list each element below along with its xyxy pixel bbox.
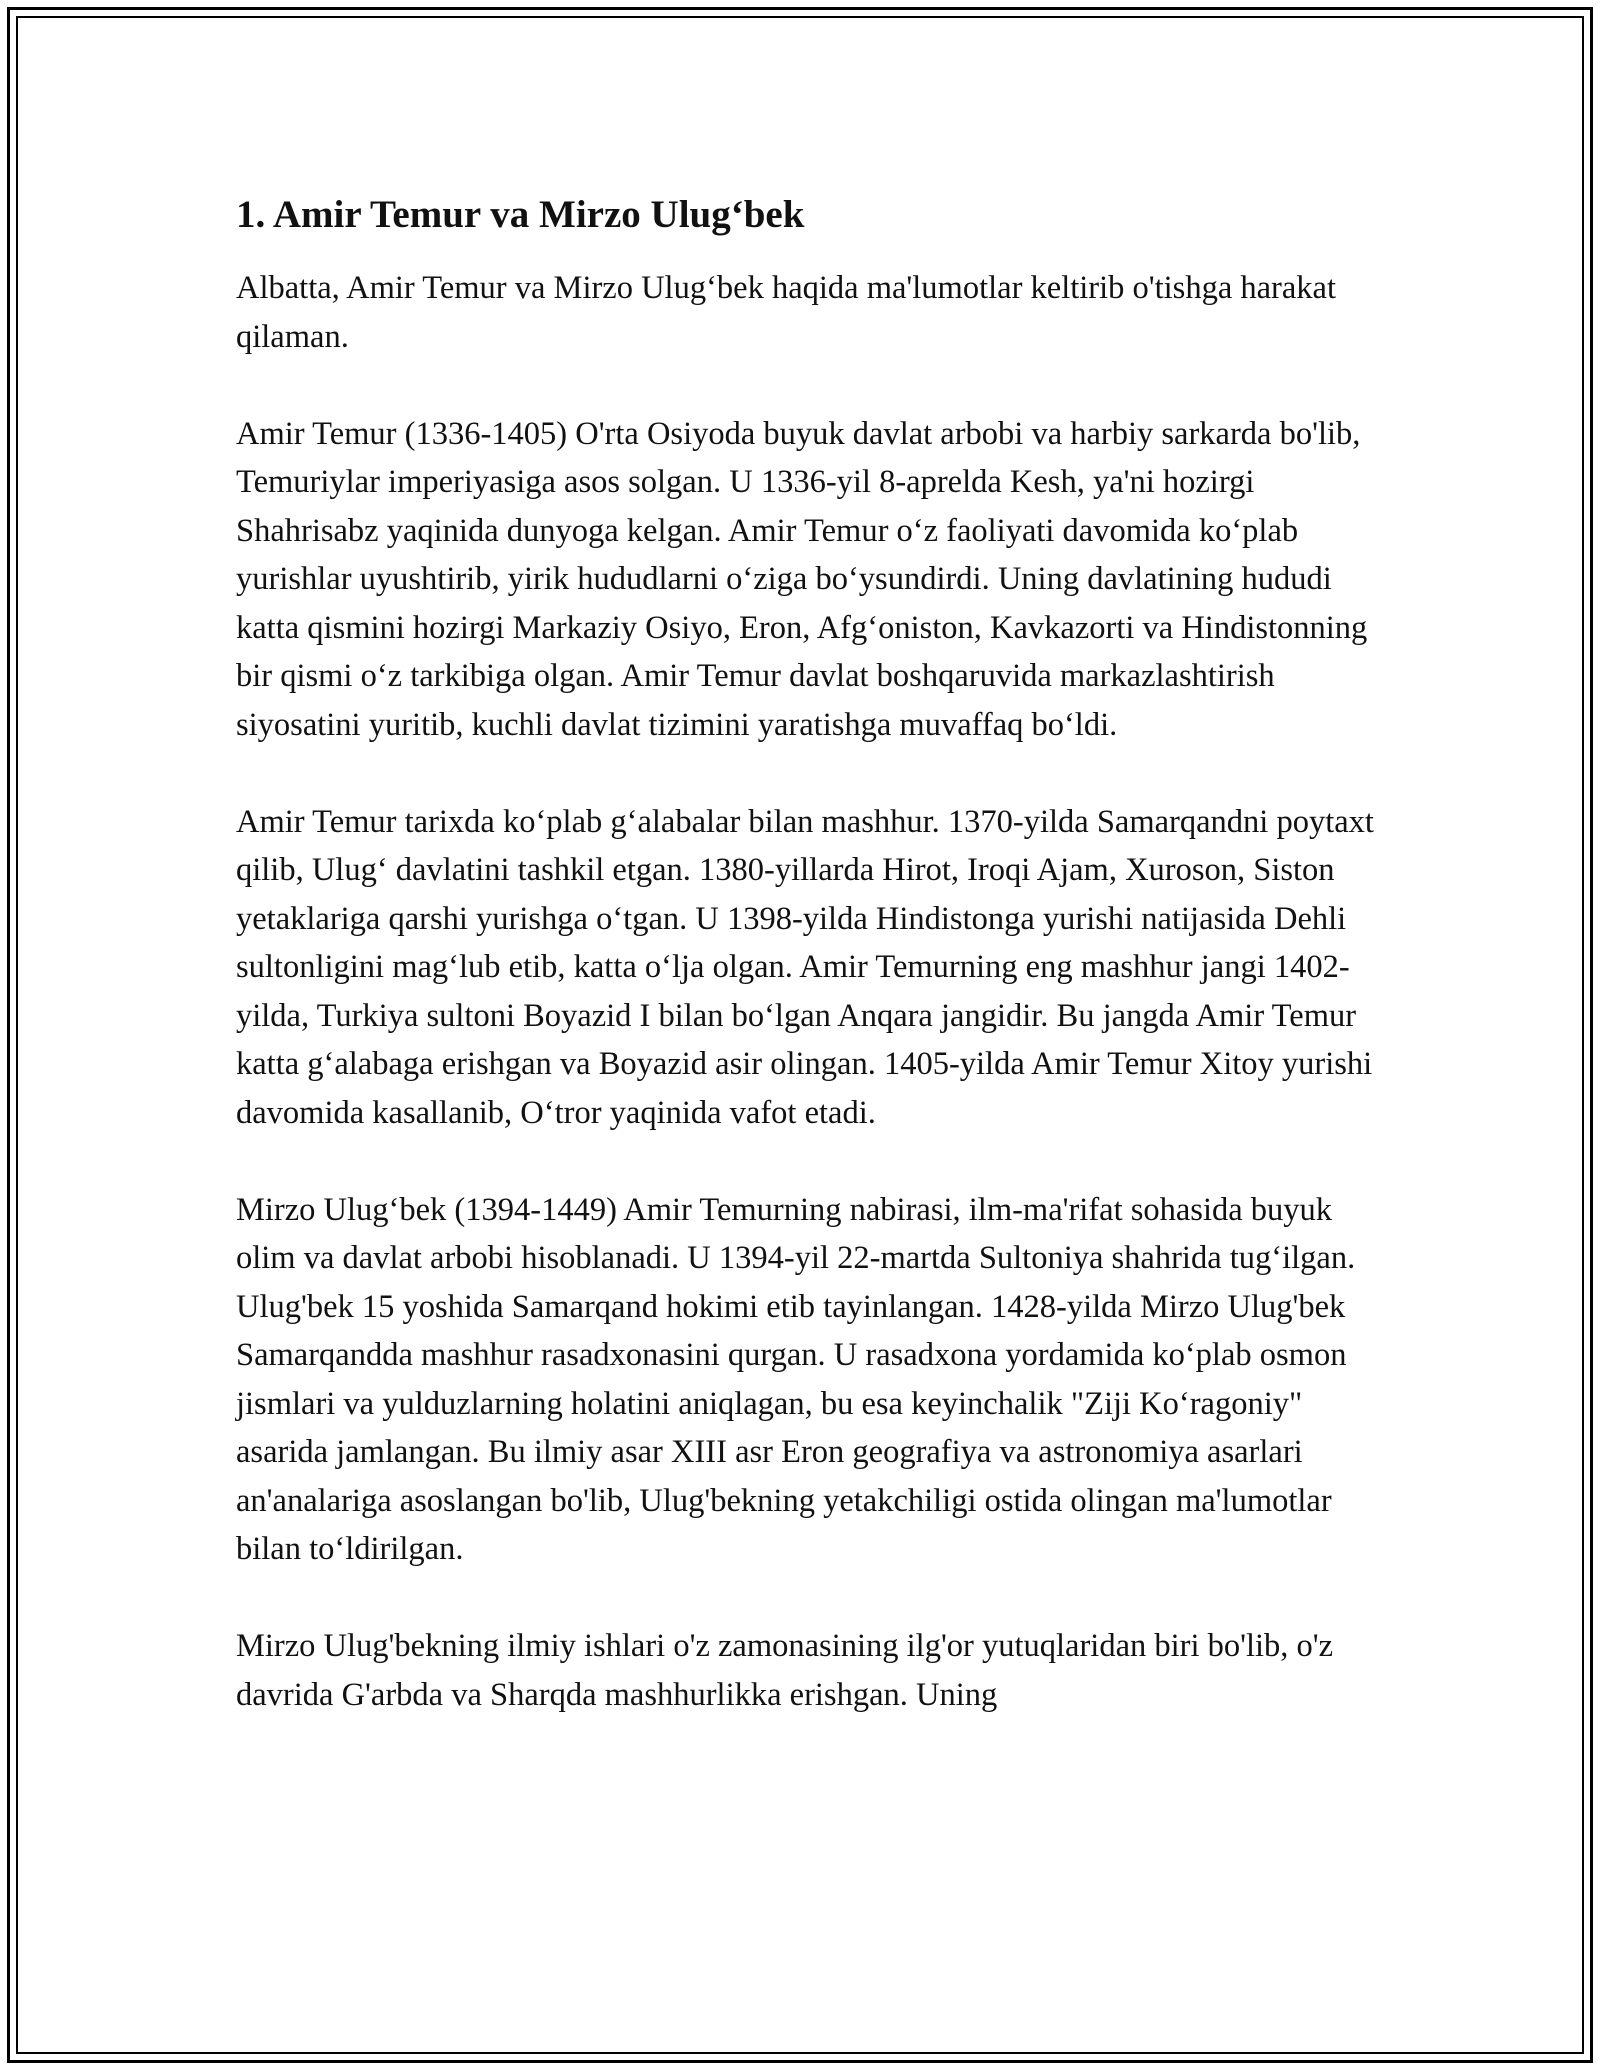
paragraph-ulugbek-legacy: Mirzo Ulug'bekning ilmiy ishlari o'z zamonasining ilg'or yutuqlaridan biri bo'lib, o'z davrida G'arbda va Sharqda mashhurlikka erishgan. Uning: [236, 1628, 1334, 1713]
section-heading: 1. Amir Temur va Mirzo Ulug‘bek: [236, 193, 805, 236]
paragraph-ulugbek-bio: Mirzo Ulug‘bek (1394-1449) Amir Temurning nabirasi, ilm-ma'rifat sohasida buyuk olim va davlat arbobi hisoblanadi. U 1394-yil 22-martda Sultoniya shahrida tug‘ilgan. Ulug'bek 15 yoshida Samarqand hokimi etib tayinlangan. 1428-yilda Mirzo Ulug'bek Samarqandda mashhur rasadxonasini qurgan. U rasadxona yordamida ko‘plab osmon jismlari va yulduzlarning holatini aniqlagan, bu esa keyinchalik "Ziji Ko‘ragoniy" asarida jamlangan. Bu ilmiy asar XIII asr Eron geografiya va astronomiya asarlari an'analariga asoslangan bo'lib, Ulug'bekning yetakchiligi ostida olingan ma'lumotlar bilan to‘ldirilgan.: [236, 1191, 1356, 1567]
document-body: [236, 192, 1396, 1768]
paragraph-amir-temur-victories: Amir Temur tarixda ko‘plab g‘alabalar bilan mashhur. 1370-yilda Samarqandni poytaxt qilib, Ulug‘ davlatini tashkil etgan. 1380-yillarda Hirot, Iroqi Ajam, Xuroson, Siston yetaklariga qarshi yurishga o‘tgan. U 1398-yilda Hindistonga yurishi natijasida Dehli sultonligini mag‘lub etib, katta o‘lja olgan. Amir Temurning eng mashhur jangi 1402-yilda, Turkiya sultoni Boyazid I bilan bo‘lgan Anqara jangidir. Bu jangda Amir Temur katta g‘alabaga erishgan va Boyazid asir olingan. 1405-yilda Amir Temur Xitoy yurishi davomida kasallanib, O‘tror yaqinida vafot etadi.: [236, 803, 1374, 1131]
paragraph-amir-temur-bio: Amir Temur (1336-1405) O'rta Osiyoda buyuk davlat arbobi va harbiy sarkarda bo'lib, Temuriylar imperiyasiga asos solgan. U 1336-yil 8-aprelda Kesh, ya'ni hozirgi Shahrisabz yaqinida dunyoga kelgan. Amir Temur o‘z faoliyati davomida ko‘plab yurishlar uyushtirib, yirik hududlarni o‘ziga bo‘ysundirdi. Uning davlatining hududi katta qismini hozirgi Markaziy Osiyo, Eron, Afg‘oniston, Kavkazorti va Hindistonning bir qismi o‘z tarkibiga olgan. Amir Temur davlat boshqaruvida markazlashtirish siyosatini yuritib, kuchli davlat tizimini yaratishga muvaffaq bo‘ldi.: [236, 415, 1368, 743]
paragraph-intro: Albatta, Amir Temur va Mirzo Ulug‘bek haqida ma'lumotlar keltirib o'tishga harakat qilaman.: [236, 270, 1337, 355]
